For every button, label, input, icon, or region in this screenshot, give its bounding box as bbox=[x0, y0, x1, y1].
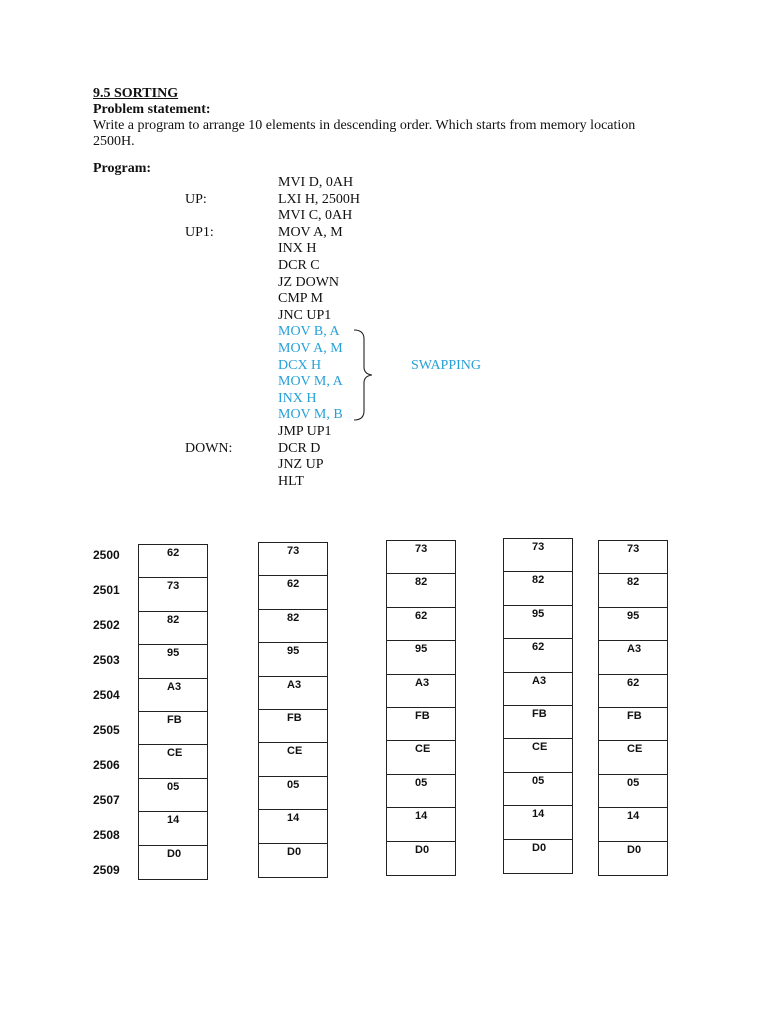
program-label-text bbox=[185, 341, 232, 358]
section-title: 9.5 SORTING bbox=[93, 86, 179, 101]
memory-cell: 82 bbox=[599, 574, 667, 607]
memory-cell: 82 bbox=[504, 572, 572, 605]
program-instruction: JZ DOWN bbox=[278, 274, 340, 290]
memory-cell: 73 bbox=[599, 541, 667, 574]
memory-cell: 95 bbox=[599, 608, 667, 641]
program-instruction: MOV M, B bbox=[278, 407, 343, 423]
program-label-text: DOWN: bbox=[185, 440, 233, 456]
memory-cell: 73 bbox=[259, 543, 327, 576]
swap-brace bbox=[352, 325, 372, 425]
memory-cell: 95 bbox=[387, 641, 455, 674]
program-labels bbox=[185, 175, 232, 490]
memory-cell: 14 bbox=[259, 810, 327, 843]
memory-address: 2501 bbox=[93, 583, 120, 597]
memory-address: 2508 bbox=[93, 828, 120, 842]
memory-cell: 14 bbox=[139, 812, 207, 845]
program-instruction: DCX H bbox=[278, 357, 322, 373]
program-instruction: MVI C, 0AH bbox=[278, 208, 353, 224]
memory-cell: 73 bbox=[139, 578, 207, 611]
memory-cell: 05 bbox=[139, 779, 207, 812]
memory-cell: 05 bbox=[387, 775, 455, 808]
memory-address: 2505 bbox=[93, 723, 120, 737]
program-label-text bbox=[185, 241, 232, 258]
program-instruction: MOV B, A bbox=[278, 324, 340, 340]
memory-cell: CE bbox=[504, 739, 572, 772]
memory-cell: 62 bbox=[504, 639, 572, 672]
program-instruction: MVI D, 0AH bbox=[278, 175, 354, 190]
memory-cell: 14 bbox=[504, 806, 572, 839]
memory-cell: A3 bbox=[139, 679, 207, 712]
program-label-text bbox=[185, 391, 232, 408]
memory-cell: D0 bbox=[287, 845, 302, 858]
memory-column-2 bbox=[258, 542, 328, 878]
memory-column-4 bbox=[503, 538, 573, 874]
program-label-text bbox=[185, 291, 232, 308]
program-instruction: DCR D bbox=[278, 440, 321, 456]
memory-cell: 73 bbox=[504, 539, 572, 572]
program-instruction: MOV M, A bbox=[278, 374, 343, 390]
memory-address: 2507 bbox=[93, 793, 120, 807]
memory-cell: CE bbox=[139, 745, 207, 778]
program-instruction: HLT bbox=[278, 473, 304, 489]
memory-cell: FB bbox=[139, 712, 207, 745]
memory-cell: 73 bbox=[387, 541, 455, 574]
program-instruction: INX H bbox=[278, 241, 317, 257]
swapping-label: SWAPPING bbox=[411, 358, 482, 373]
memory-column-1 bbox=[138, 544, 208, 880]
memory-cell: 95 bbox=[259, 643, 327, 676]
problem-statement-text: Write a program to arrange 10 elements in descending order. Which starts from memory location 2500H. bbox=[93, 118, 636, 149]
program-label-text bbox=[185, 308, 232, 325]
memory-column-3 bbox=[386, 540, 456, 876]
memory-cell: A3 bbox=[599, 641, 667, 674]
memory-cell: D0 bbox=[532, 841, 547, 854]
program-label-text bbox=[185, 407, 232, 424]
memory-address: 2506 bbox=[93, 758, 120, 772]
program-instruction: MOV A, M bbox=[278, 224, 343, 240]
memory-cell: FB bbox=[387, 708, 455, 741]
program-label-text bbox=[185, 208, 232, 225]
memory-cell: 95 bbox=[139, 645, 207, 678]
memory-cell: 62 bbox=[387, 608, 455, 641]
memory-cell: A3 bbox=[259, 677, 327, 710]
memory-cell: 95 bbox=[504, 606, 572, 639]
program-label-text bbox=[185, 258, 232, 275]
program-label-text bbox=[185, 275, 232, 292]
memory-cell: D0 bbox=[415, 843, 430, 856]
program-instruction: DCR C bbox=[278, 257, 320, 273]
memory-cell: 05 bbox=[504, 773, 572, 806]
program-instruction: INX H bbox=[278, 390, 317, 406]
program-instruction: MOV A, M bbox=[278, 340, 343, 356]
memory-cell: D0 bbox=[167, 847, 182, 860]
memory-cell: CE bbox=[599, 741, 667, 774]
program-instruction: JMP UP1 bbox=[278, 423, 332, 439]
memory-cell: 62 bbox=[139, 545, 207, 578]
program-label-text: UP1: bbox=[185, 224, 214, 240]
program-instruction: JNC UP1 bbox=[278, 307, 332, 323]
memory-cell: 05 bbox=[599, 775, 667, 808]
program-label-text bbox=[185, 424, 232, 441]
memory-column-5 bbox=[598, 540, 668, 876]
memory-address: 2504 bbox=[93, 688, 120, 702]
program-label-text bbox=[185, 358, 232, 375]
program-label: Program: bbox=[93, 161, 152, 176]
memory-cell: FB bbox=[504, 706, 572, 739]
memory-cell: 62 bbox=[259, 576, 327, 609]
memory-cell: D0 bbox=[627, 843, 642, 856]
program-instruction: JNZ UP bbox=[278, 457, 324, 473]
program-instruction: CMP M bbox=[278, 291, 324, 307]
problem-statement-label: Problem statement: bbox=[93, 102, 211, 117]
memory-address: 2509 bbox=[93, 863, 120, 877]
program-instruction: LXI H, 2500H bbox=[278, 191, 361, 207]
program-label-text bbox=[185, 324, 232, 341]
memory-cell: FB bbox=[259, 710, 327, 743]
memory-cell: 82 bbox=[387, 574, 455, 607]
memory-cell: 82 bbox=[259, 610, 327, 643]
memory-cell: 14 bbox=[599, 808, 667, 841]
program-label-text: UP: bbox=[185, 191, 207, 207]
memory-cell: 62 bbox=[599, 675, 667, 708]
memory-cell: CE bbox=[387, 741, 455, 774]
memory-cell: 82 bbox=[139, 612, 207, 645]
memory-address: 2502 bbox=[93, 618, 120, 632]
program-label-text bbox=[185, 457, 232, 474]
memory-cell: A3 bbox=[504, 673, 572, 706]
memory-cell: CE bbox=[259, 743, 327, 776]
memory-cell: A3 bbox=[387, 675, 455, 708]
program-label-text bbox=[185, 474, 232, 491]
program-label-text bbox=[185, 374, 232, 391]
memory-address: 2500 bbox=[93, 548, 120, 562]
memory-address: 2503 bbox=[93, 653, 120, 667]
program-label-text bbox=[185, 175, 232, 192]
memory-cell: FB bbox=[599, 708, 667, 741]
memory-cell: 05 bbox=[259, 777, 327, 810]
program-code bbox=[278, 175, 360, 490]
memory-cell: 14 bbox=[387, 808, 455, 841]
